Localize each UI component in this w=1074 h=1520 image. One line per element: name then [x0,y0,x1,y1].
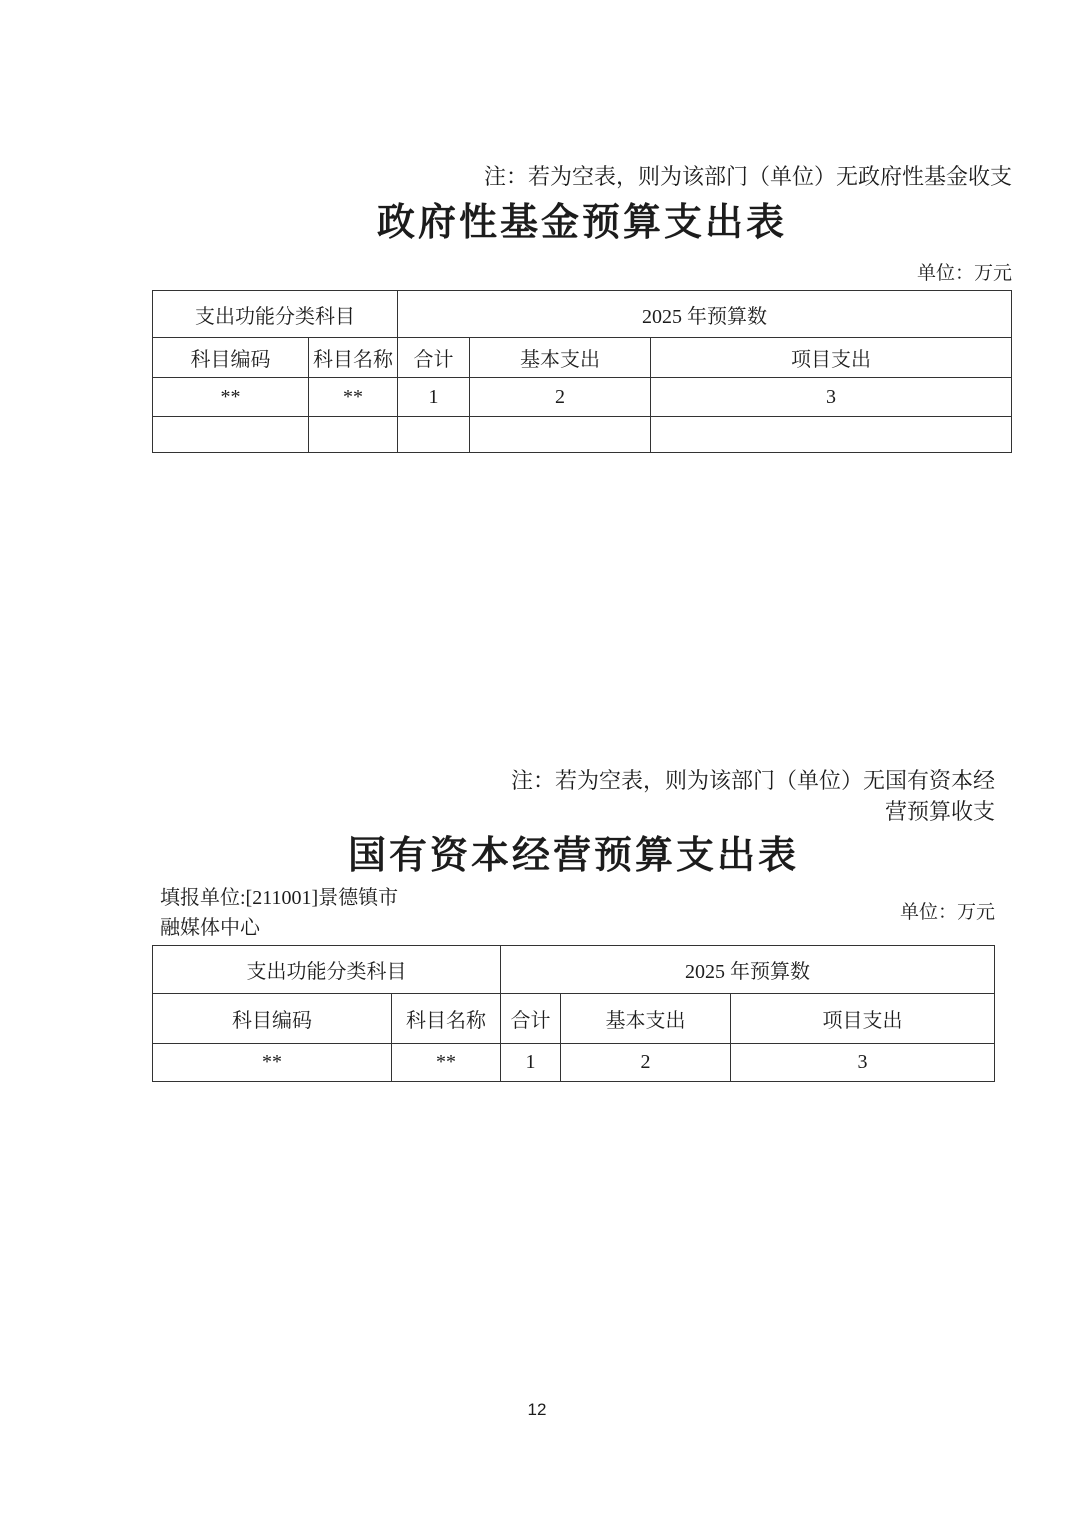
table-cell [309,417,398,453]
column-header-subject-name: 科目名称 [392,994,501,1044]
column-header-project-expenditure: 项目支出 [731,994,995,1044]
note-line-1: 注：若为空表，则为该部门（单位）无国有资本经 [510,768,995,793]
table-cell: ** [392,1044,501,1082]
group-header-budget-year: 2025 年预算数 [398,291,1012,338]
table-cell [651,417,1012,453]
reporting-unit-line-2: 融媒体中心 [160,917,260,939]
table-cell: 1 [398,378,470,417]
column-header-subject-code: 科目编码 [153,994,392,1044]
group-header-subject: 支出功能分类科目 [153,946,501,994]
table-meta-row [152,883,995,943]
table-row [153,1044,995,1082]
table-column-header-row [153,994,995,1044]
table-cell: 2 [561,1044,731,1082]
state-capital-table [152,945,995,1082]
column-header-subject-name: 科目名称 [309,338,398,378]
section-state-capital [152,765,995,1082]
table-cell: ** [153,1044,392,1082]
empty-table-note: 注：若为空表，则为该部门（单位）无政府性基金收支 [483,164,1012,189]
table-row [153,417,1012,453]
table-column-header-row [153,338,1012,378]
table-cell [153,417,309,453]
column-header-basic-expenditure: 基本支出 [561,994,731,1044]
table-group-header-row [153,291,1012,338]
table-cell: ** [153,378,309,417]
table-cell: ** [309,378,398,417]
group-header-budget-year: 2025 年预算数 [501,946,995,994]
section-title-government-fund: 政府性基金预算支出表 [376,202,787,244]
unit-label: 单位：万元 [899,902,995,923]
table-row [153,378,1012,417]
government-fund-table [152,290,1012,453]
note-line-2: 营预算收支 [884,799,995,824]
empty-table-note [152,765,995,827]
section-title-state-capital: 国有资本经营预算支出表 [347,835,799,877]
table-cell [398,417,470,453]
table-cell: 2 [470,378,651,417]
table-cell: 3 [651,378,1012,417]
column-header-total: 合计 [398,338,470,378]
reporting-unit [152,883,398,943]
section-government-fund [152,0,1012,453]
group-header-subject: 支出功能分类科目 [153,291,398,338]
table-cell: 3 [731,1044,995,1082]
reporting-unit-line-1: 填报单位:[211001]景德镇市 [160,887,399,909]
column-header-project-expenditure: 项目支出 [651,338,1012,378]
table-cell: 1 [501,1044,561,1082]
unit-label: 单位：万元 [916,263,1012,284]
table-cell [470,417,651,453]
table-group-header-row [153,946,995,994]
column-header-subject-code: 科目编码 [153,338,309,378]
column-header-basic-expenditure: 基本支出 [470,338,651,378]
page-number: 12 [527,1400,547,1419]
column-header-total: 合计 [501,994,561,1044]
